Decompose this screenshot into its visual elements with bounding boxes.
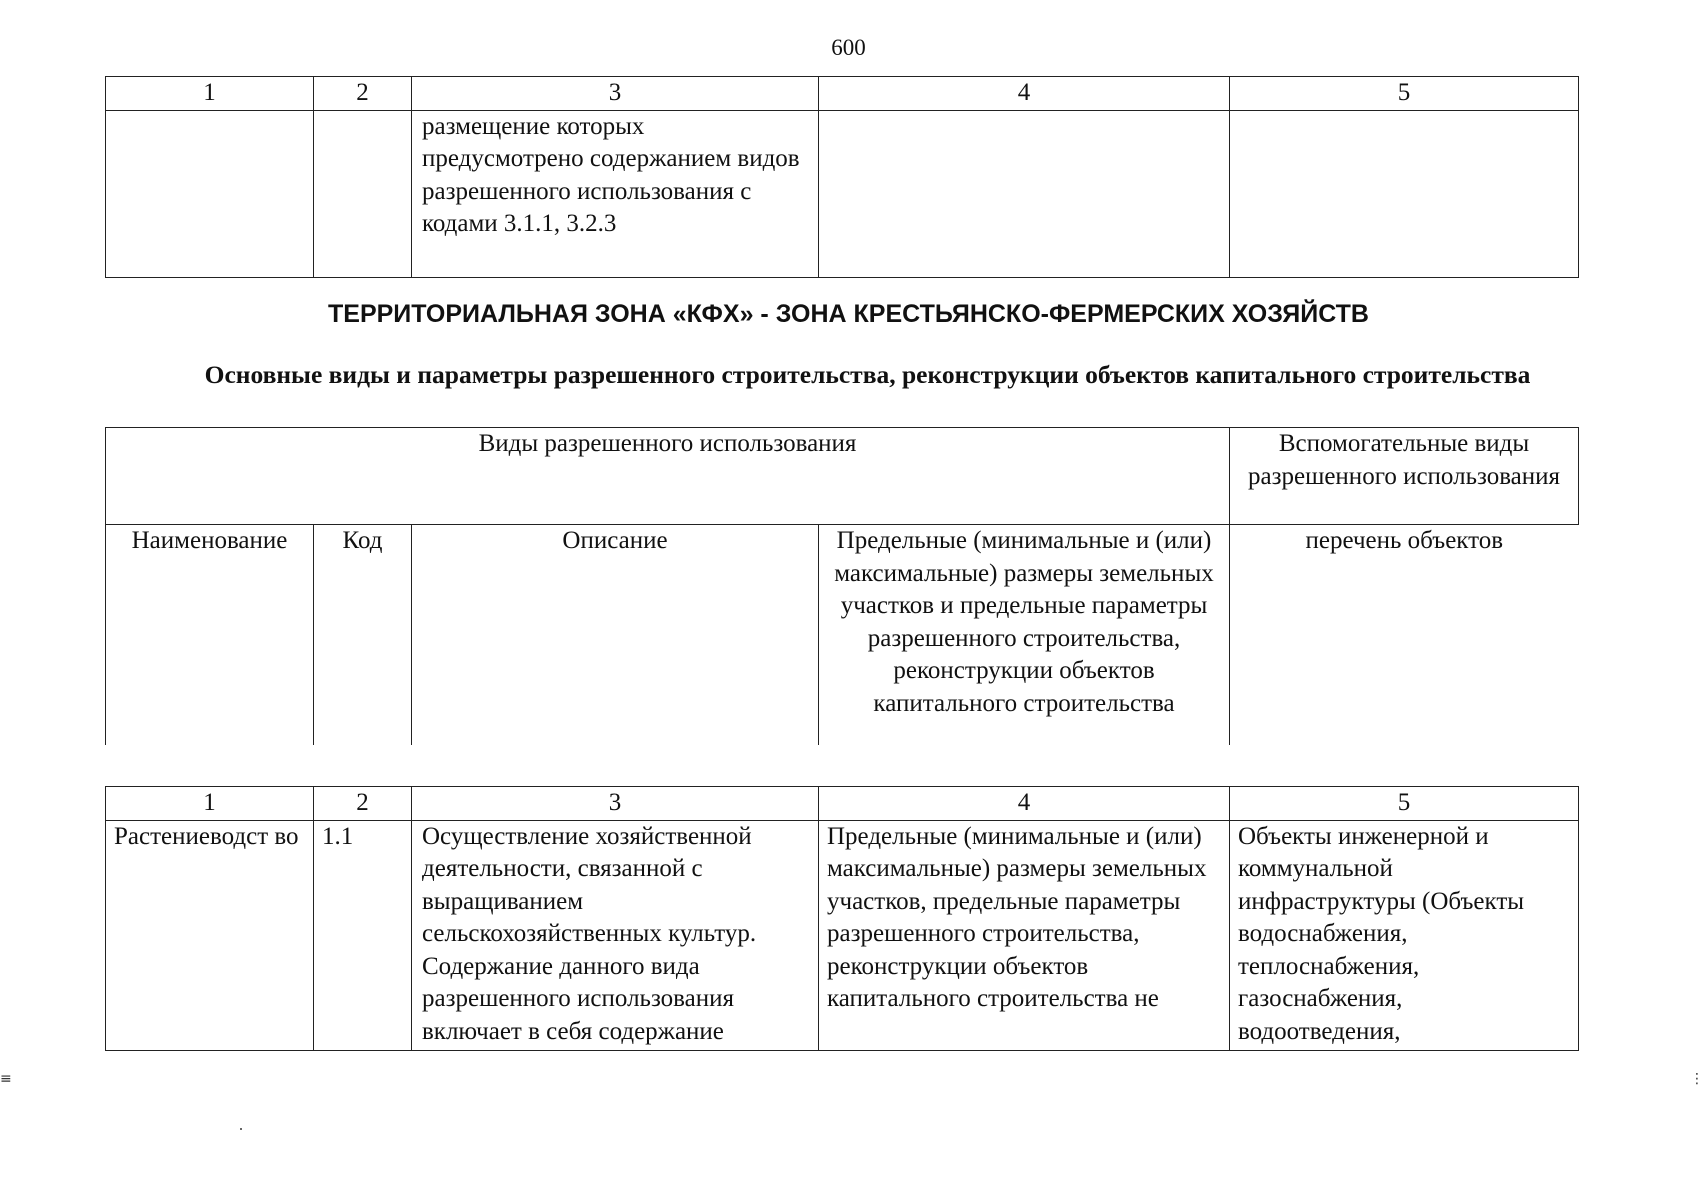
cell-params: Предельные (минимальные и (или) максимальные) размеры земельных участков, предельные параметры разрешенного строительства, реконструкции объектов капитального строительства не [819, 820, 1230, 1050]
table-row [106, 110, 1579, 277]
column-number-5: 5 [1230, 77, 1579, 111]
table-row [106, 820, 1579, 1050]
zone-title: ТЕРРИТОРИАЛЬНАЯ ЗОНА «КФХ» - ЗОНА КРЕСТЬЯНСКО-ФЕРМЕРСКИХ ХОЗЯЙСТВ [328, 300, 1369, 328]
column-heading-code: Код [314, 525, 412, 746]
continued-table [105, 76, 1579, 278]
cell-auxiliary: Объекты инженерной и коммунальной инфраструктуры (Объекты водоснабжения, теплоснабжения, газоснабжения, водоотведения, [1230, 820, 1579, 1050]
column-number-1: 1 [106, 787, 314, 821]
scan-speck [240, 1128, 242, 1130]
permitted-use-group-heading: Виды разрешенного использования [106, 428, 1230, 525]
permitted-use-header-table [105, 427, 1579, 745]
column-number-3: 3 [412, 77, 819, 111]
column-heading-params: Предельные (минимальные и (или) максимальные) размеры земельных участков и предельные параметры разрешенного строительства, реконструкции объектов капитального строительства [819, 525, 1230, 746]
column-number-3: 3 [412, 787, 819, 821]
column-number-4: 4 [819, 77, 1230, 111]
page-number: 600 [831, 35, 866, 60]
continued-table-header [106, 77, 1579, 111]
section-title: Основные виды и параметры разрешенного строительства, реконструкции объектов капитального строительства [204, 360, 1531, 389]
column-heading-name: Наименование [106, 525, 314, 746]
cell-params [819, 110, 1230, 277]
column-heading-description: Описание [412, 525, 819, 746]
header-group-row [106, 428, 1579, 525]
column-number-2: 2 [314, 77, 412, 111]
cell-auxiliary [1230, 110, 1579, 277]
scan-edge-mark-right: ⋮ [1690, 1071, 1704, 1087]
cell-code: 1.1 [314, 820, 412, 1050]
cell-name: Растениеводст во [106, 820, 314, 1050]
cell-description: Осуществление хозяйственной деятельности, связанной с выращиванием сельскохозяйственных культур. Содержание данного вида разрешенного использования включает в себя содержание [412, 820, 819, 1050]
column-number-1: 1 [106, 77, 314, 111]
column-number-5: 5 [1230, 787, 1579, 821]
cell-code [314, 110, 412, 277]
permitted-use-data-table [105, 786, 1579, 1051]
cell-description: размещение которых предусмотрено содержанием видов разрешенного использования с кодами 3.1.1, 3.2.3 [412, 110, 819, 277]
column-number-4: 4 [819, 787, 1230, 821]
cell-name [106, 110, 314, 277]
column-number-2: 2 [314, 787, 412, 821]
scan-edge-mark-left: ≡ [0, 1071, 12, 1087]
data-table-header [106, 787, 1579, 821]
auxiliary-use-group-heading: Вспомогательные виды разрешенного использования [1230, 428, 1579, 525]
header-columns-row [106, 525, 1579, 746]
column-heading-object-list: перечень объектов [1230, 525, 1579, 746]
